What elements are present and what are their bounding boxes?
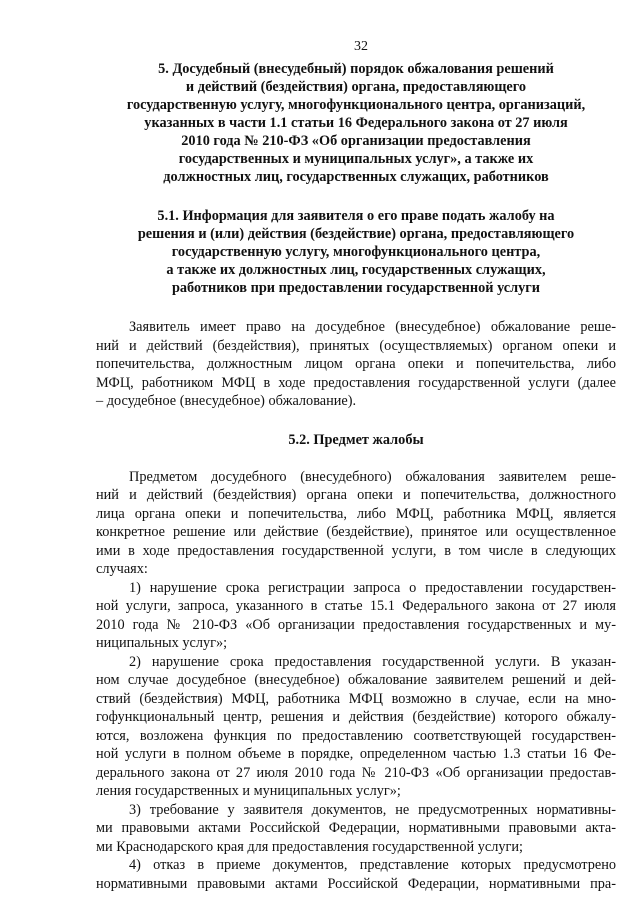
paragraph-line: ими в ходе предоставления государственной услуги, в том числе в следующих [96, 542, 616, 559]
paragraph-line: МФЦ, работником МФЦ в ходе предоставления государственной услуги (далее [96, 374, 616, 391]
section-5-1-heading-line: а также их должностных лиц, государственных служащих, [166, 262, 546, 278]
list-item-line: дерального закона от 27 июля 2010 года № 210-ФЗ «Об организации предостав- [96, 764, 616, 781]
list-item-line: ми правовыми актами Российской Федерации, нормативными правовыми акта- [96, 820, 616, 836]
section-5-2-heading [96, 431, 616, 449]
paragraph-line: конкретное решение или действие (бездействие), принятое или осуществленное [96, 524, 616, 540]
page-number: 32 [354, 39, 368, 54]
list-item-line: нормативными правовыми актами Российской Федерации, нормативными пра- [96, 875, 616, 892]
list-item [96, 856, 616, 893]
list-item-line: ми Краснодарского края для предоставления государственной услуги; [96, 838, 523, 855]
section-5-heading-line: должностных лиц, государственных служащих, работников [163, 169, 549, 185]
list-item-line: гофункциональный центр, решения и действия (бездействие) которого обжалу- [96, 709, 616, 725]
list-item-line: ются, возложена функция по предоставлению соответствующей государствен- [96, 727, 616, 744]
list-item-line: 2) нарушение срока предоставления государственной услуги. В указан- [129, 653, 616, 670]
section-5-1-heading-line: 5.1. Информация для заявителя о его праве подать жалобу на [157, 208, 555, 224]
paragraph-line: Заявитель имеет право на досудебное (внесудебное) обжалование реше- [129, 319, 616, 335]
list-item-line: ниципальных услуг»; [96, 635, 228, 651]
list-item-line: ствий (бездействия) МФЦ, работника МФЦ возможно в случае, если на мно- [96, 690, 616, 707]
section-5-2-heading-line: 5.2. Предмет жалобы [288, 431, 424, 448]
paragraph-line: ний и действий (бездействия), принятых (осуществляемых) органом опеки и [96, 337, 616, 354]
section-5-heading-line: государственных и муниципальных услуг», а также их [178, 151, 534, 167]
section-5-1-paragraph [96, 318, 616, 411]
paragraph-line: – досудебное (внесудебное) обжалование). [96, 393, 357, 409]
list-item-line: 1) нарушение срока регистрации запроса о предоставлении государствен- [129, 579, 616, 596]
list-item [96, 653, 616, 801]
paragraph-line: ний и действий (бездействия) органа опеки и попечительства, должностного [96, 487, 616, 503]
list-item-line: ной услуги, запроса, указанного в статье 15.1 Федерального закона от 27 июля [96, 598, 616, 614]
list-item-line: ной услуги в полном объеме в порядке, определенном частью 1.3 статьи 16 Фе- [96, 746, 616, 762]
list-item [96, 579, 616, 653]
section-5-heading-line: государственную услугу, многофункционального центра, организаций, [126, 97, 586, 113]
paragraph-line: попечительства, должностным лицом органа опеки и попечительства, либо [96, 356, 616, 372]
section-5-heading-line: 5. Досудебный (внесудебный) порядок обжалования решений [158, 61, 554, 77]
section-5-heading-line: указанных в части 1.1 статьи 16 Федерального закона от 27 июля [144, 115, 568, 131]
list-item-line: 4) отказ в приеме документов, представление которых предусмотрено [129, 857, 616, 873]
paragraph-line: Предметом досудебного (внесудебного) обжалования заявителем реше- [129, 468, 616, 485]
list-item-line: ления государственных и муниципальных услуг»; [96, 783, 401, 799]
section-5-1-heading-line: работников при предоставлении государственной услуги [171, 280, 541, 296]
section-5-1-heading-line: решения и (или) действия (бездействие) органа, предоставляющего [137, 226, 575, 242]
section-5-heading-line: и действий (бездействия) органа, предоставляющего [185, 79, 527, 95]
list-item-line: ном случае досудебное (внесудебное) обжалование заявителем решений и дей- [96, 672, 616, 688]
list-item-line: 3) требование у заявителя документов, не предусмотренных нормативны- [129, 801, 616, 818]
section-5-heading-line: 2010 года № 210-ФЗ «Об организации предоставления [181, 133, 531, 149]
list-item [96, 801, 616, 857]
paragraph-line: лица органа опеки и попечительства, либо МФЦ, работника МФЦ, является [96, 505, 616, 522]
list-item-line: 2010 года № 210-ФЗ «Об организации предоставления государственных и му- [96, 616, 616, 633]
section-5-1-heading-line: государственную услугу, многофункционального центра, [171, 244, 541, 260]
section-5-2-intro-paragraph [96, 468, 616, 579]
paragraph-line: случаях: [96, 561, 148, 577]
section-5-heading [96, 60, 616, 186]
section-5-1-heading [96, 207, 616, 297]
